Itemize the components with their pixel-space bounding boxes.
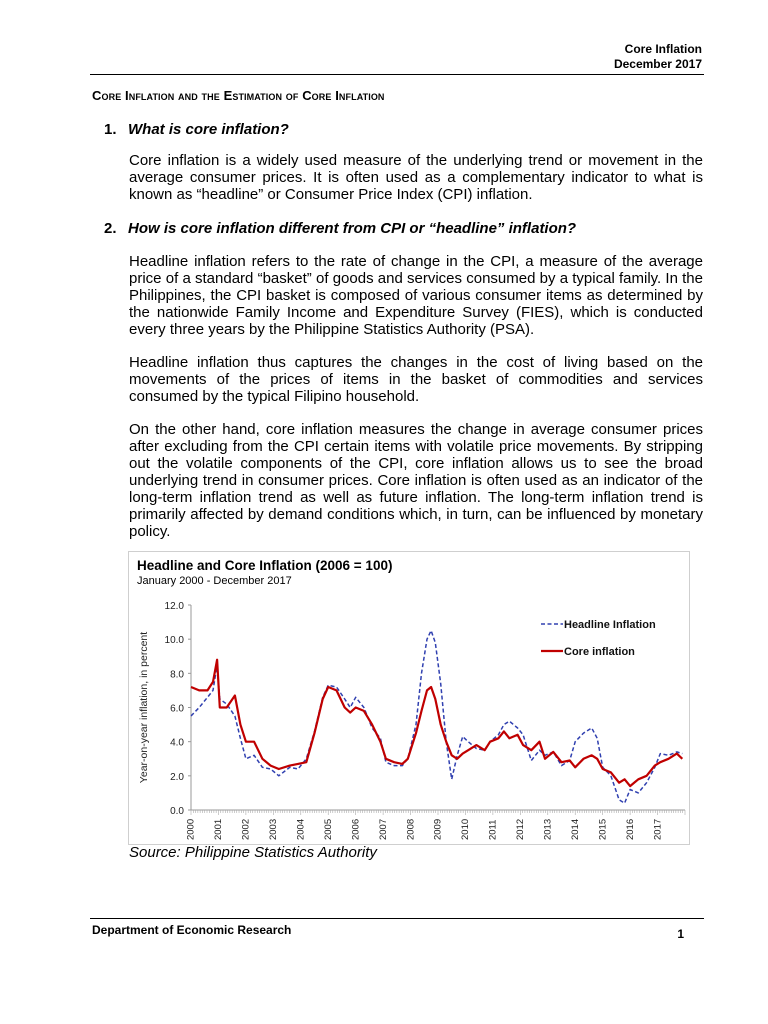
question-2-number: 2. [104, 220, 117, 237]
question-1 [104, 121, 289, 138]
header-topic: Core Inflation [624, 42, 702, 56]
question-1-text: What is core inflation? [128, 121, 289, 138]
page-number: 1 [677, 927, 684, 941]
question-2 [104, 220, 576, 237]
x-tick-label: 2009 [432, 818, 444, 840]
footer-rule [90, 918, 704, 919]
x-tick-label: 2008 [405, 818, 417, 840]
y-tick-label: 2.0 [170, 771, 184, 783]
x-tick-label: 2012 [515, 818, 527, 840]
x-tick-label: 2015 [597, 818, 609, 840]
y-tick-label: 10.0 [164, 635, 184, 647]
header-date: December 2017 [613, 57, 702, 71]
x-tick-label: 2011 [487, 819, 499, 840]
paragraph-3: Headline inflation thus captures the changes in the cost of living based on the movements of the prices of items in the basket of commodities and services consumed by the typical Filipino household. [129, 354, 703, 405]
y-axis-label: Year-on-year inflation, in percent [138, 631, 150, 784]
x-tick-label: 2005 [322, 818, 334, 840]
series-line-core [191, 660, 682, 786]
page-header [614, 42, 702, 72]
question-1-number: 1. [104, 121, 117, 138]
y-tick-label: 12.0 [164, 601, 184, 612]
x-tick-label: 2014 [569, 818, 581, 840]
inflation-chart [128, 551, 690, 845]
x-tick-label: 2001 [213, 818, 225, 840]
y-tick-label: 0.0 [170, 806, 184, 817]
x-tick-label: 2007 [377, 818, 389, 840]
document-title: Core Inflation and the Estimation of Core Inflation [92, 88, 385, 103]
x-tick-label: 2004 [295, 818, 307, 840]
legend-label-core: Core inflation [564, 646, 635, 658]
header-rule [90, 74, 704, 75]
paragraph-2: Headline inflation refers to the rate of change in the CPI, a measure of the average price of a standard “basket” of goods and services consumed by a typical family. In the Philippines, the CPI basket is composed of various consumer items as determined by the nationwide Family Income and Expenditure Survey (FIES), which is conducted every three years by the Philippine Statistics Authority (PSA). [129, 253, 703, 338]
x-tick-label: 2003 [268, 818, 280, 840]
x-tick-label: 2016 [624, 818, 636, 840]
question-2-text: How is core inflation different from CPI or “headline” inflation? [128, 220, 577, 237]
chart-subtitle: January 2000 - December 2017 [137, 575, 292, 587]
paragraph-1: Core inflation is a widely used measure of the underlying trend or movement in the average consumer prices. It is often used as a complementary indicator to what is known as “headline” or Consumer Price Index (CPI) inflation. [129, 152, 703, 203]
legend-label-headline: Headline Inflation [564, 619, 656, 631]
x-tick-label: 2010 [460, 818, 472, 840]
y-tick-label: 8.0 [170, 669, 184, 681]
footer-department: Department of Economic Research [92, 923, 292, 937]
y-tick-label: 4.0 [170, 737, 184, 749]
chart-title: Headline and Core Inflation (2006 = 100) [137, 558, 393, 573]
x-tick-label: 2000 [185, 818, 197, 840]
x-tick-label: 2006 [350, 818, 362, 840]
y-tick-label: 6.0 [170, 703, 184, 715]
chart-plot [129, 552, 689, 844]
paragraph-4: On the other hand, core inflation measures the change in average consumer prices after excluding from the CPI certain items with volatile price movements. By stripping out the volatile components of the CPI, core inflation allows us to see the broad underlying trend in consumer prices. Core inflation is often used as an indicator of the long-term inflation trend as well as future inflation. The long-term inflation trend is primarily affected by demand conditions which, in turn, can be influenced by monetary policy. [129, 421, 703, 540]
x-tick-label: 2017 [652, 818, 664, 840]
source-note: Source: Philippine Statistics Authority [129, 844, 377, 861]
x-tick-label: 2002 [240, 818, 252, 840]
x-tick-label: 2013 [542, 818, 554, 840]
